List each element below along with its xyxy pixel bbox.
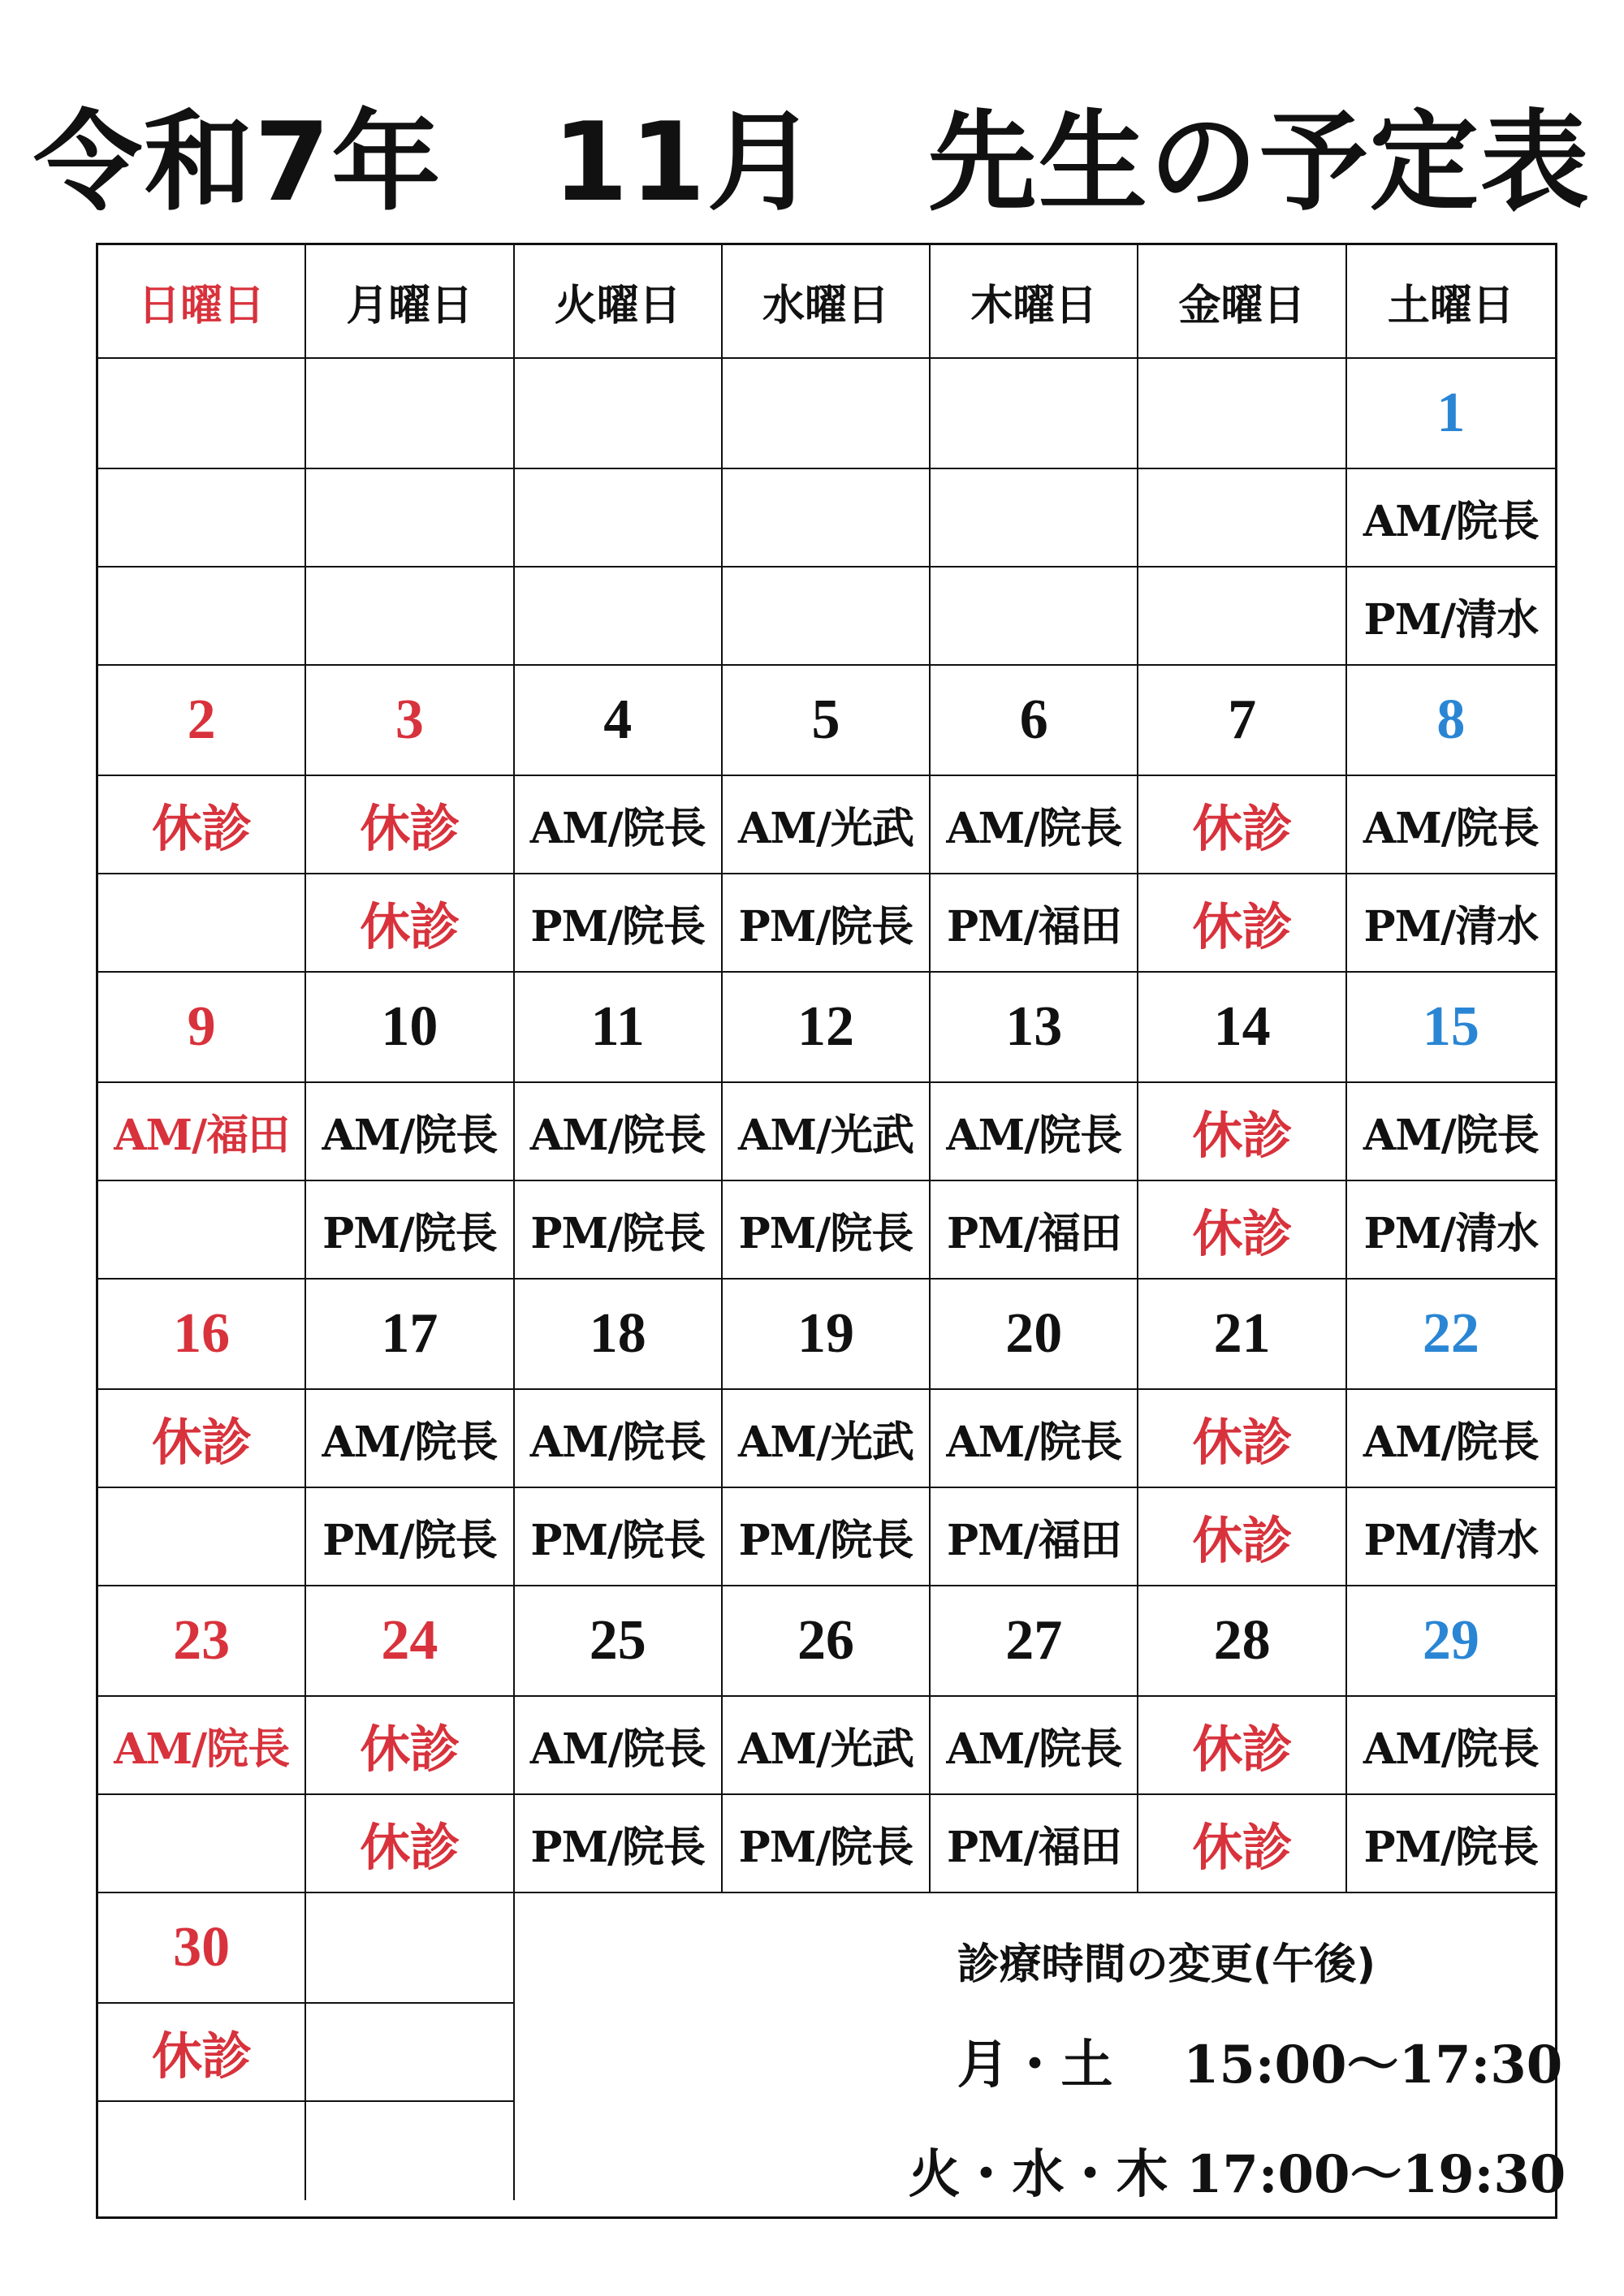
pm-schedule: PM/院長 <box>306 1181 514 1280</box>
am-schedule: AM/院長 <box>515 1083 723 1181</box>
pm-schedule: PM/院長 <box>515 1795 723 1893</box>
pm-schedule: 休診 <box>306 1795 514 1893</box>
am-schedule: AM/院長 <box>306 1083 514 1181</box>
pm-schedule: PM/院長 <box>723 1488 931 1586</box>
weekday-header: 土曜日 <box>1347 245 1555 359</box>
am-schedule: AM/院長 <box>306 1390 514 1488</box>
day-number: 6 <box>931 666 1138 776</box>
pm-schedule: PM/院長 <box>723 1181 931 1280</box>
day-number <box>98 359 306 469</box>
day-number: 19 <box>723 1280 931 1390</box>
am-schedule: AM/福田 <box>98 1083 306 1181</box>
pm-schedule <box>1138 568 1346 666</box>
pm-schedule <box>515 568 723 666</box>
am-schedule: AM/院長 <box>515 776 723 874</box>
day-number: 16 <box>98 1280 306 1390</box>
am-schedule: 休診 <box>98 776 306 874</box>
hours-change-notice <box>515 1893 1566 2205</box>
am-schedule: 休診 <box>98 2004 306 2102</box>
am-schedule: AM/院長 <box>1347 1697 1555 1795</box>
day-number: 21 <box>1138 1280 1346 1390</box>
pm-schedule <box>723 568 931 666</box>
day-number: 24 <box>306 1586 514 1697</box>
pm-schedule: PM/福田 <box>931 874 1138 973</box>
day-number: 14 <box>1138 973 1346 1083</box>
pm-schedule: 休診 <box>1138 1795 1346 1893</box>
day-number <box>515 359 723 469</box>
am-schedule: AM/院長 <box>1347 1083 1555 1181</box>
hours-change-title: 診療時間の変更(午後) <box>957 1940 1376 1989</box>
am-schedule <box>723 469 931 568</box>
pm-schedule <box>306 568 514 666</box>
am-schedule <box>1138 469 1346 568</box>
day-number: 12 <box>723 973 931 1083</box>
am-schedule: 休診 <box>1138 1083 1346 1181</box>
am-schedule: AM/院長 <box>931 1697 1138 1795</box>
am-schedule: AM/院長 <box>515 1697 723 1795</box>
am-schedule: AM/光武 <box>723 776 931 874</box>
day-number: 4 <box>515 666 723 776</box>
day-number: 5 <box>723 666 931 776</box>
day-number: 22 <box>1347 1280 1555 1390</box>
day-number: 20 <box>931 1280 1138 1390</box>
day-number <box>306 359 514 469</box>
pm-schedule: PM/院長 <box>306 1488 514 1586</box>
pm-schedule: 休診 <box>1138 1181 1346 1280</box>
pm-schedule: PM/清水 <box>1347 1488 1555 1586</box>
am-schedule <box>306 2004 514 2102</box>
pm-schedule: PM/清水 <box>1347 568 1555 666</box>
pm-schedule: PM/院長 <box>515 1181 723 1280</box>
am-schedule: 休診 <box>306 1697 514 1795</box>
am-schedule: AM/院長 <box>1347 776 1555 874</box>
day-number: 23 <box>98 1586 306 1697</box>
schedule-calendar <box>96 243 1566 2219</box>
pm-schedule: PM/清水 <box>1347 874 1555 973</box>
day-number: 8 <box>1347 666 1555 776</box>
am-schedule: 休診 <box>306 776 514 874</box>
am-schedule: 休診 <box>1138 1390 1346 1488</box>
am-schedule: AM/院長 <box>515 1390 723 1488</box>
pm-schedule: PM/福田 <box>931 1181 1138 1280</box>
pm-schedule <box>98 568 306 666</box>
am-schedule <box>515 469 723 568</box>
day-number: 18 <box>515 1280 723 1390</box>
weekday-header: 金曜日 <box>1138 245 1346 359</box>
am-schedule: AM/院長 <box>1347 1390 1555 1488</box>
day-number: 7 <box>1138 666 1346 776</box>
day-number: 28 <box>1138 1586 1346 1697</box>
day-number: 29 <box>1347 1586 1555 1697</box>
weekday-header: 月曜日 <box>306 245 514 359</box>
pm-schedule <box>306 2102 514 2200</box>
pm-schedule: PM/院長 <box>515 1488 723 1586</box>
weekday-header: 日曜日 <box>98 245 306 359</box>
pm-schedule: 休診 <box>1138 874 1346 973</box>
day-number: 1 <box>1347 359 1555 469</box>
am-schedule: AM/院長 <box>1347 469 1555 568</box>
day-number <box>931 359 1138 469</box>
am-schedule <box>306 469 514 568</box>
pm-schedule <box>98 1488 306 1586</box>
am-schedule: AM/院長 <box>931 1390 1138 1488</box>
pm-schedule: PM/福田 <box>931 1795 1138 1893</box>
pm-schedule: PM/福田 <box>931 1488 1138 1586</box>
pm-schedule: PM/院長 <box>1347 1795 1555 1893</box>
am-schedule: 休診 <box>98 1390 306 1488</box>
pm-schedule: 休診 <box>1138 1488 1346 1586</box>
am-schedule <box>98 469 306 568</box>
day-number: 17 <box>306 1280 514 1390</box>
day-number: 3 <box>306 666 514 776</box>
am-schedule: AM/光武 <box>723 1390 931 1488</box>
pm-schedule <box>98 2102 306 2200</box>
am-schedule <box>931 469 1138 568</box>
am-schedule: AM/光武 <box>723 1697 931 1795</box>
am-schedule: AM/院長 <box>931 776 1138 874</box>
weekday-header: 火曜日 <box>515 245 723 359</box>
pm-schedule: PM/清水 <box>1347 1181 1555 1280</box>
day-number: 13 <box>931 973 1138 1083</box>
am-schedule: AM/院長 <box>931 1083 1138 1181</box>
pm-schedule: PM/院長 <box>723 1795 931 1893</box>
day-number: 15 <box>1347 973 1555 1083</box>
day-number: 26 <box>723 1586 931 1697</box>
pm-schedule: 休診 <box>306 874 514 973</box>
day-number <box>723 359 931 469</box>
day-number: 10 <box>306 973 514 1083</box>
day-number: 30 <box>98 1893 306 2004</box>
pm-schedule <box>98 874 306 973</box>
hours-mon-sat: 月・土 15:00～17:30 <box>957 2035 1563 2095</box>
weekday-header: 木曜日 <box>931 245 1138 359</box>
am-schedule: 休診 <box>1138 776 1346 874</box>
am-schedule: AM/院長 <box>98 1697 306 1795</box>
day-number: 2 <box>98 666 306 776</box>
pm-schedule <box>98 1181 306 1280</box>
day-number <box>1138 359 1346 469</box>
weekday-header: 水曜日 <box>723 245 931 359</box>
page-title: 令和7年 11月 先生の予定表 <box>33 99 1591 226</box>
hours-tue-wed-thu: 火・水・木 17:00～19:30 <box>908 2144 1566 2205</box>
day-number <box>306 1893 514 2004</box>
am-schedule: AM/光武 <box>723 1083 931 1181</box>
pm-schedule: PM/院長 <box>723 874 931 973</box>
pm-schedule: PM/院長 <box>515 874 723 973</box>
pm-schedule <box>931 568 1138 666</box>
day-number: 11 <box>515 973 723 1083</box>
day-number: 25 <box>515 1586 723 1697</box>
am-schedule: 休診 <box>1138 1697 1346 1795</box>
pm-schedule <box>98 1795 306 1893</box>
day-number: 27 <box>931 1586 1138 1697</box>
day-number: 9 <box>98 973 306 1083</box>
